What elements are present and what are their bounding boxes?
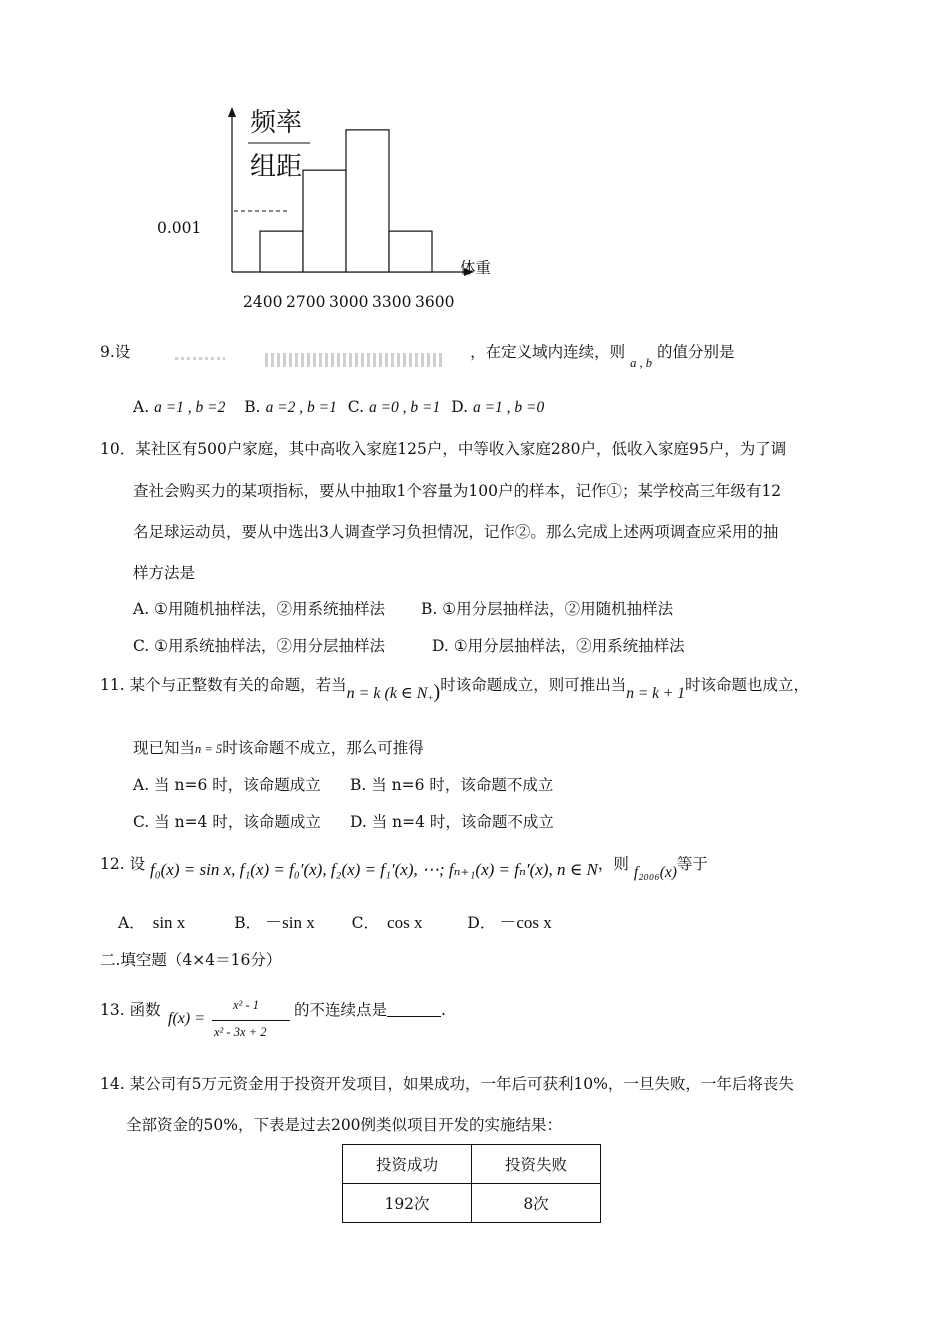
- q11-math-n-eq-5: n = 5: [195, 742, 223, 756]
- histogram-bar-3: [389, 231, 432, 272]
- histogram-x-tick-2: 3000: [329, 293, 369, 311]
- q11-line1: 11. 某个与正整数有关的命题，若当n = k (k ∈ $N_+$)时该命题成立，则可推出当n = k + 1时该命题也成立，: [100, 676, 810, 703]
- q12-options: [118, 908, 552, 933]
- q13-answer-blank: [387, 1002, 441, 1017]
- q9-piecewise-formula-image: [135, 343, 465, 363]
- q13-post: 的不连续点是 .: [294, 1001, 446, 1019]
- q10-line3: 名足球运动员，要从中选出3人调查学习负担情况，记作②。那么完成上述两项调查应采用的抽: [133, 523, 779, 541]
- q10-option-c: C. ①用系统抽样法，②用分层抽样法: [133, 637, 386, 655]
- histogram-x-tick-4: 3600: [415, 293, 455, 311]
- q13-numerator: x² - 1: [233, 998, 259, 1012]
- q10-line1: 10．某社区有500户家庭，其中高收入家庭125户，中等收入家庭280户，低收入家庭95户，为了调: [100, 440, 787, 458]
- histogram-bar-0: [260, 231, 303, 272]
- table-row: [343, 1145, 601, 1184]
- q11-option-c: C. 当 n=4 时，该命题成立: [133, 813, 321, 831]
- histogram-xlabel: 体重: [460, 259, 492, 277]
- q13-denominator: x² - 3x + 2: [214, 1025, 267, 1039]
- q10-line2: 查社会购买力的某项指标，要从中抽取1个容量为100户的样本，记作①；某学校高三年级有12: [133, 482, 782, 500]
- histogram-ylabel-top: 频率: [250, 108, 303, 138]
- histogram-x-tick-3: 3300: [372, 293, 412, 311]
- y-axis-arrow: [228, 107, 236, 117]
- q10-line4: 样方法是: [133, 564, 196, 582]
- q11-option-b: B. 当 n=6 时，该命题不成立: [350, 776, 554, 794]
- q9-option-c: C. a =0 , b =1: [347, 398, 441, 416]
- q9-number: 9.设: [100, 343, 131, 361]
- histogram-x-tick-1: 2700: [286, 293, 326, 311]
- q9-options: [133, 398, 544, 417]
- q13-pre: 13. 函数: [100, 1001, 161, 1019]
- q9-line: [100, 340, 734, 371]
- section-2-heading: 二.填空题（4×4＝16分）: [100, 951, 282, 969]
- q14-results-table: [342, 1144, 601, 1223]
- table-header-success: 投资成功: [343, 1145, 472, 1184]
- q12-option-a: A． sin x: [118, 913, 186, 932]
- q9-tail: ，在定义域内连续，则: [470, 343, 626, 361]
- table-row: [343, 1184, 601, 1223]
- q13-f: f(x) =: [168, 1010, 205, 1027]
- q11-option-a: A. 当 n=6 时，该命题成立: [133, 776, 321, 794]
- q9-end: 的值分别是: [656, 343, 735, 361]
- q14-line2: 全部资金的50%，下表是过去200例类似项目开发的实施结果：: [126, 1116, 563, 1134]
- histogram-ylabel-bottom: 组距: [250, 152, 303, 182]
- q12-option-b: B． －sin x: [234, 913, 315, 932]
- histogram-y-tick: 0.001: [157, 219, 202, 237]
- histogram-bar-2: [346, 130, 389, 272]
- q9-vars: a , b: [630, 356, 652, 370]
- q10-option-d: D. ①用分层抽样法，②用系统抽样法: [432, 637, 685, 655]
- q12-target: f₂₀₀₆(x): [633, 864, 677, 881]
- table-cell-failure: 8次: [472, 1184, 601, 1223]
- q12-line: 12. 设 f₀(x) = sin x, f₁(x) = f₀′(x), f₂(x) = f₁′(x), ⋯; fₙ₊₁(x) = fₙ′(x), n ∈ N，则 f₂₀₀₆(x)等于: [100, 855, 708, 881]
- table-header-failure: 投资失败: [472, 1145, 601, 1184]
- q12-option-d: D． －cos x: [467, 913, 552, 932]
- q9-option-d: D. a =1 , b =0: [451, 398, 545, 416]
- q10-option-b: B. ①用分层抽样法，②用随机抽样法: [421, 600, 674, 618]
- q11-math-n-eq-k: n = k (k ∈ $N_+$): [346, 681, 441, 703]
- q11-option-d: D. 当 n=4 时，该命题不成立: [350, 813, 554, 831]
- q14-line1: 14. 某公司有5万元资金用于投资开发项目，如果成功，一年后可获利10%，一旦失败，一年后将丧失: [100, 1075, 794, 1093]
- q9-option-a: A. a =1 , b =2: [133, 398, 226, 416]
- table-cell-success: 192次: [343, 1184, 472, 1223]
- q11-math-n-eq-k1: n = k + 1: [626, 685, 686, 702]
- q12-formula: f₀(x) = sin x, f₁(x) = f₀′(x), f₂(x) = f₁′(x), ⋯; fₙ₊₁(x) = fₙ′(x), n ∈ N: [150, 860, 598, 879]
- histogram-chart: [150, 95, 510, 320]
- q9-option-b: B. a =2 , b =1: [244, 398, 337, 416]
- histogram-bar-1: [303, 170, 346, 272]
- q13-fraction-line: [212, 1020, 290, 1021]
- histogram-x-tick-0: 2400: [243, 293, 283, 311]
- q10-option-a: A. ①用随机抽样法，②用系统抽样法: [133, 600, 385, 618]
- q11-line2: 现已知当n = 5时该命题不成立，那么可推得: [133, 739, 424, 757]
- q12-option-c: C． cos x: [351, 913, 423, 932]
